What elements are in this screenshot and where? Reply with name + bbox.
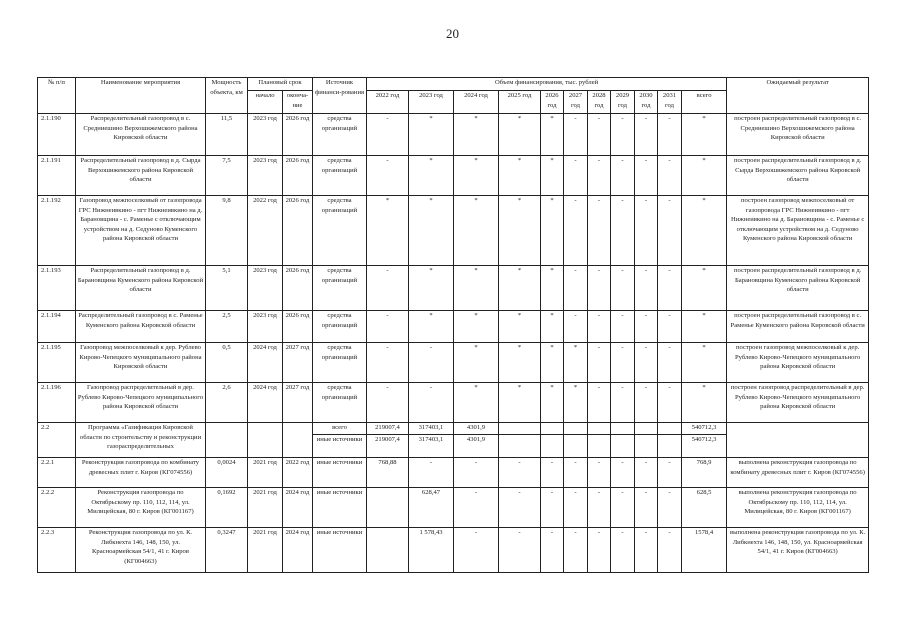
table-row (38, 196, 869, 266)
funding-value (635, 435, 658, 458)
funding-value: * (564, 383, 588, 423)
funding-value: - (635, 156, 658, 196)
funding-value: - (611, 311, 635, 343)
funding-value: - (367, 114, 409, 156)
funding-value: - (658, 196, 682, 266)
funding-value: - (499, 528, 541, 573)
end-year: 2026 год (283, 266, 313, 311)
expected-result: построен газопровод распределительный в дер. Рублево Кирово-Чепецкого муниципального района Кировской области (727, 383, 869, 423)
funding-value: - (541, 528, 564, 573)
funding-value: * (454, 156, 499, 196)
row-number: 2.2.3 (38, 528, 76, 573)
header-name: Наименование мероприятия (76, 78, 206, 114)
funding-value (588, 423, 611, 435)
funding-value: 4301,9 (454, 435, 499, 458)
header-term-end: оконча-ние (283, 91, 313, 114)
funding-value: * (541, 343, 564, 383)
funding-value (564, 423, 588, 435)
funding-value: * (682, 114, 727, 156)
start-year: 2021 год (248, 528, 283, 573)
row-number: 2.1.193 (38, 266, 76, 311)
capacity: 2,6 (206, 383, 248, 423)
start-year: 2022 год (248, 196, 283, 266)
funding-value: * (682, 383, 727, 423)
header-year: 2024 год (454, 91, 499, 114)
funding-value (564, 435, 588, 458)
funding-value: - (409, 343, 454, 383)
capacity (206, 423, 248, 458)
end-year: 2027 год (283, 343, 313, 383)
funding-value: - (588, 488, 611, 528)
capacity: 0,0024 (206, 458, 248, 488)
funding-value (658, 435, 682, 458)
funding-value: 219007,4 (367, 423, 409, 435)
funding-value: - (611, 383, 635, 423)
funding-value: * (409, 311, 454, 343)
funding-value: 1 578,43 (409, 528, 454, 573)
row-number: 2.1.194 (38, 311, 76, 343)
row-number: 2.1.192 (38, 196, 76, 266)
end-year: 2026 год (283, 196, 313, 266)
program-row (38, 423, 869, 435)
start-year: 2024 год (248, 383, 283, 423)
funding-value (541, 435, 564, 458)
row-number: 2.1.191 (38, 156, 76, 196)
end-year: 2024 год (283, 488, 313, 528)
funding-value: 317403,1 (409, 423, 454, 435)
funding-value (367, 528, 409, 573)
funding-source: всего (313, 423, 367, 435)
funding-value: - (564, 114, 588, 156)
funding-value: * (499, 196, 541, 266)
funding-value: - (635, 528, 658, 573)
header-funding: Объем финансирования, тыс. рублей (367, 78, 727, 91)
funding-value: * (454, 343, 499, 383)
funding-source: средства организаций (313, 343, 367, 383)
funding-value: - (611, 196, 635, 266)
capacity: 11,5 (206, 114, 248, 156)
funding-value: 219007,4 (367, 435, 409, 458)
funding-value: - (454, 488, 499, 528)
event-name: Распределительный газопровод в с. Средниешино Верхошижемского района Кировской области (76, 114, 206, 156)
funding-value: - (541, 488, 564, 528)
header-year: 2026 год (541, 91, 564, 114)
funding-value: * (454, 311, 499, 343)
end-year: 2026 год (283, 156, 313, 196)
funding-value: - (611, 343, 635, 383)
funding-value: * (541, 196, 564, 266)
funding-value: - (588, 383, 611, 423)
page-number: 20 (446, 26, 459, 41)
header-year: 2025 год (499, 91, 541, 114)
funding-value: - (658, 528, 682, 573)
row-number: 2.2.1 (38, 458, 76, 488)
event-name: Распределительный газопровод в д. Барановщина Куменского района Кировской области (76, 266, 206, 311)
funding-source: средства организаций (313, 196, 367, 266)
row-number: 2.1.196 (38, 383, 76, 423)
header-num: № п/п (38, 78, 76, 114)
event-name: Газопровод распределительный в дер. Рублево Кирово-Чепецкого муниципального района Кировской области (76, 383, 206, 423)
header-term: Плановый срок (248, 78, 313, 91)
funding-value: * (682, 311, 727, 343)
funding-value: - (454, 458, 499, 488)
start-year: 2023 год (248, 156, 283, 196)
funding-value: * (409, 156, 454, 196)
funding-value: * (454, 383, 499, 423)
funding-value: - (611, 488, 635, 528)
start-year: 2023 год (248, 311, 283, 343)
funding-source: средства организаций (313, 311, 367, 343)
funding-value: - (635, 114, 658, 156)
funding-value: - (658, 311, 682, 343)
end-year: 2027 год (283, 383, 313, 423)
funding-value: - (635, 311, 658, 343)
header-year: 2022 год (367, 91, 409, 114)
funding-value: - (541, 458, 564, 488)
row-number: 2.1.195 (38, 343, 76, 383)
expected-result: построен распределительный газопровод в д. Сырда Верхошижемского района Кировской области (727, 156, 869, 196)
header-capacity: Мощность объекта, км (206, 78, 248, 114)
funding-value: - (367, 266, 409, 311)
table-row (38, 488, 869, 528)
funding-value: - (367, 343, 409, 383)
start-year: 2021 год (248, 458, 283, 488)
funding-value: - (367, 156, 409, 196)
funding-value: * (499, 383, 541, 423)
table-row (38, 528, 869, 573)
end-year: 2026 год (283, 311, 313, 343)
funding-source: средства организаций (313, 156, 367, 196)
funding-value (367, 488, 409, 528)
funding-value: 628,5 (682, 488, 727, 528)
funding-value: - (635, 458, 658, 488)
capacity: 2,5 (206, 311, 248, 343)
funding-value: 4301,9 (454, 423, 499, 435)
funding-source: иные источники (313, 458, 367, 488)
header-year: 2029 год (611, 91, 635, 114)
funding-value: * (541, 266, 564, 311)
funding-value: - (611, 528, 635, 573)
funding-value: - (658, 114, 682, 156)
start-year: 2023 год (248, 266, 283, 311)
funding-value: - (611, 114, 635, 156)
funding-value: 540712,3 (682, 423, 727, 435)
funding-value: - (564, 156, 588, 196)
funding-value: - (499, 458, 541, 488)
funding-value: - (367, 383, 409, 423)
funding-source: иные источники (313, 528, 367, 573)
funding-value: - (588, 156, 611, 196)
funding-value: * (499, 343, 541, 383)
funding-value: - (635, 266, 658, 311)
funding-value: - (499, 488, 541, 528)
event-name: Реконструкция газопровода по ул. К. Либкнехта 146, 148, 150, ул. Красноармейская 54/1, 41 г. Киров (КГ004663) (76, 528, 206, 573)
table-row (38, 383, 869, 423)
header-row (38, 78, 869, 91)
funding-value: * (682, 266, 727, 311)
funding-value: - (564, 311, 588, 343)
funding-value: * (541, 114, 564, 156)
end-year (283, 423, 313, 458)
event-name: Реконструкция газопровода по комбинату древесных плит г. Киров (КГ074556) (76, 458, 206, 488)
funding-value: - (658, 266, 682, 311)
funding-value: * (454, 114, 499, 156)
start-year: 2023 год (248, 114, 283, 156)
funding-source: средства организаций (313, 383, 367, 423)
funding-value: - (564, 196, 588, 266)
event-name: Газопровод межпоселковый к дер. Рублево Кирово-Чепецкого муниципального района Кировской области (76, 343, 206, 383)
expected-result: выполнена реконструкция газопровода по ул. К. Либкнехта 146, 148, 150, ул. Красноармейская 54/1, 41 г. Киров (КГ004663) (727, 528, 869, 573)
funding-value: - (635, 488, 658, 528)
event-name: Распределительный газопровод в с. Раменье Куменского района Кировской области (76, 311, 206, 343)
funding-value: * (682, 196, 727, 266)
funding-value (499, 435, 541, 458)
funding-value: * (682, 156, 727, 196)
expected-result: построен распределительный газопровод в д. Барановщина Куменского района Кировской области (727, 266, 869, 311)
funding-value: - (611, 458, 635, 488)
funding-value (588, 435, 611, 458)
funding-value: * (541, 156, 564, 196)
header-year: всего (682, 91, 727, 114)
funding-value: - (367, 311, 409, 343)
capacity: 0,5 (206, 343, 248, 383)
event-name: Реконструкция газопровода по Октябрьскому пр. 110, 112, 114, ул. Милицейская, 80 г. Киров (КГ001167) (76, 488, 206, 528)
end-year: 2022 год (283, 458, 313, 488)
funding-value: - (588, 528, 611, 573)
funding-value (635, 423, 658, 435)
table-row (38, 266, 869, 311)
funding-value: 768,9 (682, 458, 727, 488)
expected-result: построен газопровод межпоселковый к дер. Рублево Кирово-Чепецкого муниципального района Кировской области (727, 343, 869, 383)
start-year: 2021 год (248, 488, 283, 528)
header-year: 2023 год (409, 91, 454, 114)
row-number: 2.1.190 (38, 114, 76, 156)
funding-value: - (635, 196, 658, 266)
funding-value: * (499, 311, 541, 343)
funding-value (658, 423, 682, 435)
end-year: 2024 год (283, 528, 313, 573)
header-year: 2031 год (658, 91, 682, 114)
funding-value: - (658, 488, 682, 528)
expected-result: построен распределительный газопровод в с. Средниешино Верхошижемского района Кировской области (727, 114, 869, 156)
funding-source: средства организаций (313, 114, 367, 156)
funding-value: - (588, 458, 611, 488)
header-term-start: начало (248, 91, 283, 114)
expected-result: построен газопровод межпоселковый от газопровода ГРС Нижнеивкино - пгт Нижнеивкино на д. Барановщина - с. Раменье с отключающим устройством на д. Седуново Куменского района Кировской области (727, 196, 869, 266)
funding-value: * (454, 266, 499, 311)
funding-value: - (588, 114, 611, 156)
funding-value: * (409, 266, 454, 311)
funding-value: - (564, 266, 588, 311)
funding-table (37, 77, 869, 573)
funding-value: - (611, 156, 635, 196)
funding-value: - (588, 196, 611, 266)
funding-value: - (564, 488, 588, 528)
capacity: 0,1692 (206, 488, 248, 528)
capacity: 0,3247 (206, 528, 248, 573)
header-year: 2030 год (635, 91, 658, 114)
funding-value: 540712,3 (682, 435, 727, 458)
funding-value (499, 423, 541, 435)
expected-result: выполнена реконструкция газопровода по Октябрьскому пр. 110, 112, 114, ул. Милицейская, 80 г. Киров (КГ001167) (727, 488, 869, 528)
funding-value: - (564, 528, 588, 573)
table-row (38, 311, 869, 343)
expected-result: построен распределительный газопровод в с. Раменье Куменского района Кировской области (727, 311, 869, 343)
capacity: 9,8 (206, 196, 248, 266)
table-row (38, 156, 869, 196)
header-source: Источник финанси-рования (313, 78, 367, 114)
funding-value: - (588, 311, 611, 343)
row-number: 2.2 (38, 423, 76, 458)
funding-value: 628,47 (409, 488, 454, 528)
expected-result (727, 423, 869, 458)
funding-value: - (658, 343, 682, 383)
start-year: 2024 год (248, 343, 283, 383)
funding-value: - (635, 343, 658, 383)
program-name: Программа «Газификация Кировской области по строительству и реконструкции газораспределительных (76, 423, 206, 458)
funding-value: - (454, 528, 499, 573)
funding-value: * (454, 196, 499, 266)
table-row (38, 114, 869, 156)
header-year: 2028 год (588, 91, 611, 114)
funding-value (611, 435, 635, 458)
funding-value: * (499, 114, 541, 156)
funding-value (611, 423, 635, 435)
funding-value: - (564, 458, 588, 488)
funding-value: 768,88 (367, 458, 409, 488)
funding-value: - (409, 458, 454, 488)
funding-value: - (588, 343, 611, 383)
funding-value: * (367, 196, 409, 266)
funding-source: иные источники (313, 435, 367, 458)
table-row (38, 343, 869, 383)
funding-value: * (541, 311, 564, 343)
table-row (38, 458, 869, 488)
funding-value: - (658, 156, 682, 196)
funding-value: * (541, 383, 564, 423)
header-year: 2027 год (564, 91, 588, 114)
funding-value: * (682, 343, 727, 383)
expected-result: выполнена реконструкция газопровода по комбинату древесных плит г. Киров (КГ074556) (727, 458, 869, 488)
funding-source: иные источники (313, 488, 367, 528)
funding-value: * (564, 343, 588, 383)
start-year (248, 423, 283, 458)
capacity: 7,5 (206, 156, 248, 196)
row-number: 2.2.2 (38, 488, 76, 528)
funding-value: - (588, 266, 611, 311)
funding-value: * (409, 196, 454, 266)
funding-value: * (499, 266, 541, 311)
event-name: Распределительный газопровод в д. Сырда Верхошижемского района Кировской области (76, 156, 206, 196)
event-name: Газопровод межпоселковый от газопровода ГРС Нижнеивкино - пгт Нижнеивкино на д. Барановщина - с. Раменье с отключающим устройством на д. Седуново Куменского района Кировской области (76, 196, 206, 266)
funding-value: - (409, 383, 454, 423)
end-year: 2026 год (283, 114, 313, 156)
funding-value: 317403,1 (409, 435, 454, 458)
funding-value: * (409, 114, 454, 156)
header-result: Ожидаемый результат (727, 78, 869, 114)
funding-value: - (635, 383, 658, 423)
funding-source: средства организаций (313, 266, 367, 311)
funding-value: * (499, 156, 541, 196)
funding-value: - (611, 266, 635, 311)
capacity: 5,1 (206, 266, 248, 311)
funding-value (541, 423, 564, 435)
funding-value: - (658, 383, 682, 423)
funding-value: - (658, 458, 682, 488)
funding-value: 1578,4 (682, 528, 727, 573)
